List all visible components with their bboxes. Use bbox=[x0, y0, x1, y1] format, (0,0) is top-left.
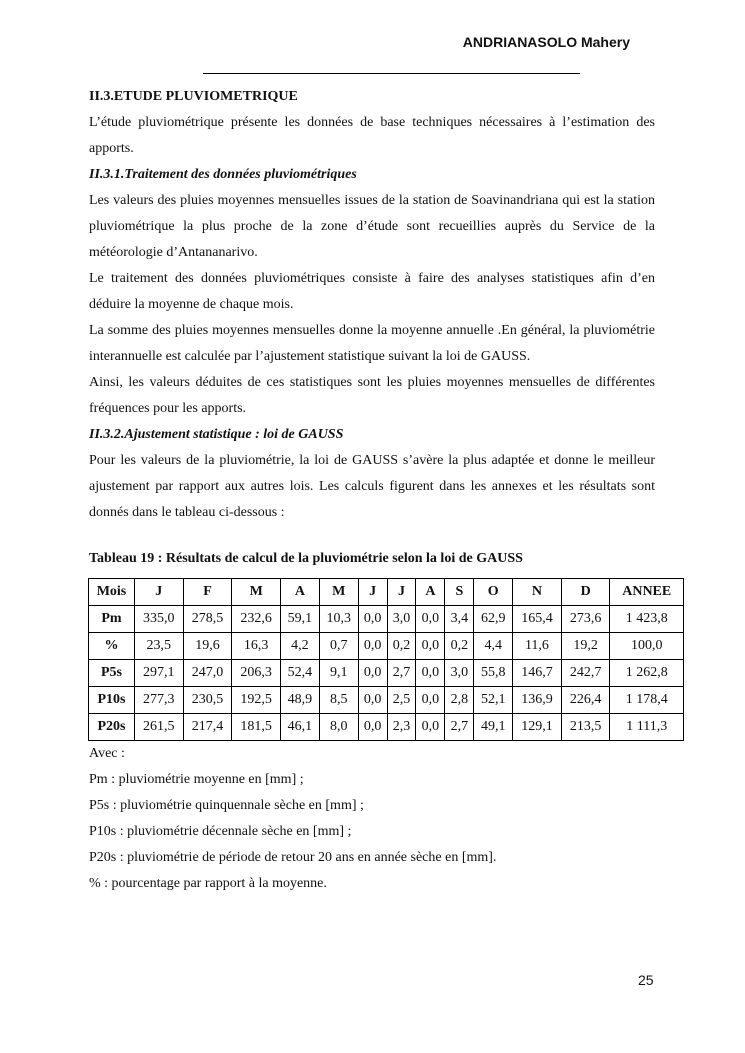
table-cell: 230,5 bbox=[183, 687, 232, 714]
table-row bbox=[89, 687, 684, 714]
table-cell: 2,7 bbox=[445, 714, 474, 741]
header-cell: A bbox=[416, 579, 445, 606]
table-cell: 23,5 bbox=[134, 633, 183, 660]
header-cell: A bbox=[281, 579, 320, 606]
table-cell: 16,3 bbox=[232, 633, 281, 660]
table-cell: 278,5 bbox=[183, 606, 232, 633]
table-cell: 19,2 bbox=[561, 633, 610, 660]
table-cell: 165,4 bbox=[513, 606, 562, 633]
table-cell: 273,6 bbox=[561, 606, 610, 633]
header-author: ANDRIANASOLO Mahery bbox=[462, 34, 630, 50]
paragraph-3: La somme des pluies moyennes mensuelles donne la moyenne annuelle .En général, la pluviométrie interannuelle est calculée par l’ajustement statistique suivant la loi de GAUSS. bbox=[89, 323, 655, 364]
paragraph-2: Le traitement des données pluviométriques consiste à faire des analyses statistiques afin d’en déduire la moyenne de chaque mois. bbox=[89, 271, 655, 312]
table-cell: 49,1 bbox=[474, 714, 513, 741]
table-cell: 9,1 bbox=[319, 660, 358, 687]
legend bbox=[89, 741, 655, 897]
table-caption: Tableau 19 : Résultats de calcul de la pluviométrie selon la loi de GAUSS bbox=[89, 551, 523, 566]
table-cell: 55,8 bbox=[474, 660, 513, 687]
table-cell: 62,9 bbox=[474, 606, 513, 633]
table-cell: 335,0 bbox=[134, 606, 183, 633]
table-cell: 226,4 bbox=[561, 687, 610, 714]
table-cell: 206,3 bbox=[232, 660, 281, 687]
row-label-cell: P10s bbox=[89, 687, 135, 714]
table-header-row bbox=[89, 579, 684, 606]
table-cell: 129,1 bbox=[513, 714, 562, 741]
table-cell: 19,6 bbox=[183, 633, 232, 660]
table-cell: 0,0 bbox=[358, 660, 387, 687]
table-cell: 277,3 bbox=[134, 687, 183, 714]
header-rule bbox=[203, 73, 580, 74]
row-label-cell: Pm bbox=[89, 606, 135, 633]
section-title: II.3.ETUDE PLUVIOMETRIQUE bbox=[89, 89, 298, 104]
table-cell: 48,9 bbox=[281, 687, 320, 714]
table-cell: 0,2 bbox=[387, 633, 416, 660]
header-cell: ANNEE bbox=[610, 579, 684, 606]
table-cell: 8,5 bbox=[319, 687, 358, 714]
page-number: 25 bbox=[638, 972, 654, 988]
table-cell: 181,5 bbox=[232, 714, 281, 741]
table-body bbox=[89, 606, 684, 741]
table-cell: 10,3 bbox=[319, 606, 358, 633]
table-cell: 1 178,4 bbox=[610, 687, 684, 714]
table-row bbox=[89, 633, 684, 660]
table-cell: 52,1 bbox=[474, 687, 513, 714]
table-cell: 0,0 bbox=[416, 687, 445, 714]
paragraph-4: Ainsi, les valeurs déduites de ces statistiques sont les pluies moyennes mensuelles de différentes fréquences pour les apports. bbox=[89, 375, 655, 416]
table-cell: 217,4 bbox=[183, 714, 232, 741]
table-cell: 0,0 bbox=[358, 633, 387, 660]
table-cell: 0,0 bbox=[358, 687, 387, 714]
table-cell: 0,7 bbox=[319, 633, 358, 660]
table-cell: 247,0 bbox=[183, 660, 232, 687]
legend-item: % : pourcentage par rapport à la moyenne. bbox=[89, 876, 327, 891]
header-cell: M bbox=[232, 579, 281, 606]
table-cell: 261,5 bbox=[134, 714, 183, 741]
table-row bbox=[89, 606, 684, 633]
header-cell: O bbox=[474, 579, 513, 606]
table-cell: 1 423,8 bbox=[610, 606, 684, 633]
table-cell: 11,6 bbox=[513, 633, 562, 660]
paragraph-1: Les valeurs des pluies moyennes mensuelles issues de la station de Soavinandriana qui est la station pluviométrique la plus proche de la zone d’étude sont recueillies auprès du Service de la météorologie d’Antananarivo. bbox=[89, 193, 655, 260]
subsection-title-2: II.3.2.Ajustement statistique : loi de GAUSS bbox=[89, 427, 344, 442]
table-cell: 0,0 bbox=[416, 633, 445, 660]
table-cell: 232,6 bbox=[232, 606, 281, 633]
header-cell: N bbox=[513, 579, 562, 606]
table-cell: 0,0 bbox=[358, 714, 387, 741]
header-cell: D bbox=[561, 579, 610, 606]
table-cell: 2,8 bbox=[445, 687, 474, 714]
table-cell: 0,2 bbox=[445, 633, 474, 660]
document-body bbox=[89, 84, 672, 897]
section-intro: L’étude pluviométrique présente les données de base techniques nécessaires à l’estimation des apports. bbox=[89, 115, 655, 156]
table-row bbox=[89, 660, 684, 687]
paragraph-5: Pour les valeurs de la pluviométrie, la loi de GAUSS s’avère la plus adaptée et donne le meilleur ajustement par rapport aux autres lois. Les calculs figurent dans les annexes et les résultats sont donnés dans le tableau ci-dessous : bbox=[89, 453, 655, 520]
table-cell: 2,5 bbox=[387, 687, 416, 714]
table-cell: 0,0 bbox=[416, 660, 445, 687]
table-cell: 4,2 bbox=[281, 633, 320, 660]
header-cell: M bbox=[319, 579, 358, 606]
table-cell: 0,0 bbox=[416, 606, 445, 633]
table-cell: 0,0 bbox=[416, 714, 445, 741]
table-cell: 146,7 bbox=[513, 660, 562, 687]
table-cell: 2,7 bbox=[387, 660, 416, 687]
legend-item: Pm : pluviométrie moyenne en [mm] ; bbox=[89, 772, 304, 787]
legend-item: P10s : pluviométrie décennale sèche en [mm] ; bbox=[89, 824, 352, 839]
header-cell: Mois bbox=[89, 579, 135, 606]
table-cell: 46,1 bbox=[281, 714, 320, 741]
rainfall-table bbox=[88, 578, 684, 741]
legend-item: P20s : pluviométrie de période de retour 20 ans en année sèche en [mm]. bbox=[89, 850, 497, 865]
table-cell: 0,0 bbox=[358, 606, 387, 633]
subsection-title-1: II.3.1.Traitement des données pluviométriques bbox=[89, 167, 357, 182]
row-label-cell: P20s bbox=[89, 714, 135, 741]
header-cell: J bbox=[358, 579, 387, 606]
legend-intro: Avec : bbox=[89, 746, 125, 761]
table-cell: 242,7 bbox=[561, 660, 610, 687]
table-cell: 3,4 bbox=[445, 606, 474, 633]
table-cell: 1 262,8 bbox=[610, 660, 684, 687]
table-cell: 136,9 bbox=[513, 687, 562, 714]
header-cell: J bbox=[387, 579, 416, 606]
table-cell: 100,0 bbox=[610, 633, 684, 660]
table-row bbox=[89, 714, 684, 741]
header-cell: J bbox=[134, 579, 183, 606]
table-cell: 59,1 bbox=[281, 606, 320, 633]
header-cell: S bbox=[445, 579, 474, 606]
table-cell: 192,5 bbox=[232, 687, 281, 714]
table-cell: 2,3 bbox=[387, 714, 416, 741]
table-cell: 8,0 bbox=[319, 714, 358, 741]
table-cell: 4,4 bbox=[474, 633, 513, 660]
table-cell: 52,4 bbox=[281, 660, 320, 687]
header-cell: F bbox=[183, 579, 232, 606]
table-cell: 213,5 bbox=[561, 714, 610, 741]
table-cell: 1 111,3 bbox=[610, 714, 684, 741]
table-cell: 3,0 bbox=[445, 660, 474, 687]
row-label-cell: % bbox=[89, 633, 135, 660]
table-cell: 297,1 bbox=[134, 660, 183, 687]
row-label-cell: P5s bbox=[89, 660, 135, 687]
table-cell: 3,0 bbox=[387, 606, 416, 633]
legend-item: P5s : pluviométrie quinquennale sèche en [mm] ; bbox=[89, 798, 364, 813]
